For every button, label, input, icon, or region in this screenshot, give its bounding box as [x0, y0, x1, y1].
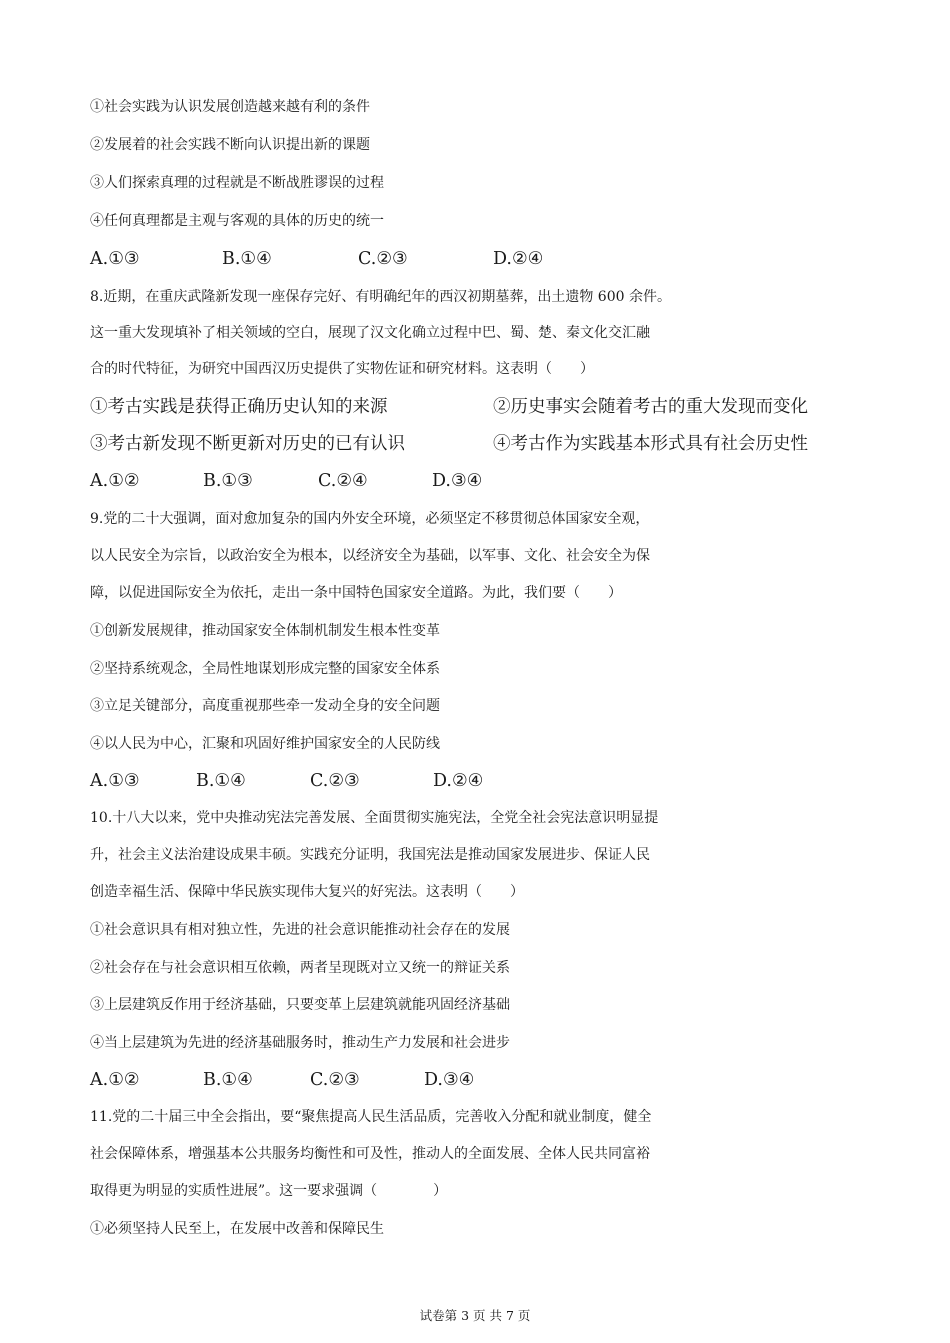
q9-item-2: ②坚持系统观念，全局性地谋划形成完整的国家安全体系	[90, 661, 440, 677]
q8-item-3: ③考古新发现不断更新对历史的已有认识	[90, 434, 405, 454]
q9-stem-line-2: 以人民安全为宗旨，以政治安全为根本，以经济安全为基础，以军事、文化、社会安全为保	[90, 548, 650, 564]
q10-stem-line-1: 10.十八大以来，党中央推动宪法完善发展、全面贯彻实施宪法，全党全社会宪法意识明显提	[90, 810, 659, 826]
q9-choice-a: A.①③	[90, 771, 140, 791]
q11-stem-line-3: 取得更为明显的实质性进展”。这一要求强调（ ）	[90, 1183, 448, 1199]
q9-stem-line-3: 障，以促进国际安全为依托，走出一条中国特色国家安全道路。为此，我们要（ ）	[90, 585, 622, 601]
q10-item-1: ①社会意识具有相对独立性，先进的社会意识能推动社会存在的发展	[90, 922, 510, 938]
q7-item-4: ④任何真理都是主观与客观的具体的历史的统一	[90, 213, 384, 229]
q11-stem-line-2: 社会保障体系，增强基本公共服务均衡性和可及性，推动人的全面发展、全体人民共同富裕	[90, 1146, 650, 1162]
q7-item-3: ③人们探索真理的过程就是不断战胜谬误的过程	[90, 175, 384, 191]
q8-stem-line-2: 这一重大发现填补了相关领域的空白，展现了汉文化确立过程中巴、蜀、楚、秦文化交汇融	[90, 325, 650, 341]
q10-choice-a: A.①②	[90, 1070, 140, 1090]
q7-choice-c: C.②③	[358, 249, 408, 269]
q7-choice-d: D.②④	[493, 249, 544, 269]
q10-choice-d: D.③④	[424, 1070, 475, 1090]
q9-choice-c: C.②③	[310, 771, 360, 791]
q10-item-2: ②社会存在与社会意识相互依赖，两者呈现既对立又统一的辩证关系	[90, 960, 510, 976]
q10-choice-c: C.②③	[310, 1070, 360, 1090]
q8-choice-a: A.①②	[90, 471, 140, 491]
q8-stem-line-1: 8.近期，在重庆武隆新发现一座保存完好、有明确纪年的西汉初期墓葬，出土遗物 600 余件。	[90, 289, 671, 305]
q9-item-3: ③立足关键部分，高度重视那些牵一发动全身的安全问题	[90, 698, 440, 714]
q10-item-3: ③上层建筑反作用于经济基础，只要变革上层建筑就能巩固经济基础	[90, 997, 510, 1013]
q11-stem-line-1: 11.党的二十届三中全会指出，要“聚焦提高人民生活品质，完善收入分配和就业制度，健全	[90, 1109, 652, 1125]
q7-choice-b: B.①④	[222, 249, 272, 269]
q10-choice-b: B.①④	[203, 1070, 253, 1090]
q8-stem-line-3: 合的时代特征，为研究中国西汉历史提供了实物佐证和研究材料。这表明（ ）	[90, 361, 594, 377]
page-footer: 试卷第 3 页 共 7 页	[419, 1308, 531, 1323]
q10-stem-line-2: 升，社会主义法治建设成果丰硕。实践充分证明，我国宪法是推动国家发展进步、保证人民	[90, 847, 650, 863]
q8-choice-d: D.③④	[432, 471, 483, 491]
q7-item-1: ①社会实践为认识发展创造越来越有利的条件	[90, 99, 370, 115]
q9-stem-line-1: 9.党的二十大强调，面对愈加复杂的国内外安全环境，必须坚定不移贯彻总体国家安全观，	[90, 511, 650, 527]
q9-item-4: ④以人民为中心，汇聚和巩固好维护国家安全的人民防线	[90, 736, 440, 752]
q9-item-1: ①创新发展规律，推动国家安全体制机制发生根本性变革	[90, 623, 440, 639]
q7-item-2: ②发展着的社会实践不断向认识提出新的课题	[90, 137, 370, 153]
q10-stem-line-3: 创造幸福生活、保障中华民族实现伟大复兴的好宪法。这表明（ ）	[90, 884, 524, 900]
q8-choice-b: B.①③	[203, 471, 253, 491]
q11-item-1: ①必须坚持人民至上，在发展中改善和保障民生	[90, 1221, 384, 1237]
q8-item-2: ②历史事实会随着考古的重大发现而变化	[493, 397, 808, 417]
q8-item-1: ①考古实践是获得正确历史认知的来源	[90, 397, 388, 417]
q10-item-4: ④当上层建筑为先进的经济基础服务时，推动生产力发展和社会进步	[90, 1035, 510, 1051]
q7-choice-a: A.①③	[90, 249, 140, 269]
q9-choice-d: D.②④	[433, 771, 484, 791]
q9-choice-b: B.①④	[196, 771, 246, 791]
q8-choice-c: C.②④	[318, 471, 368, 491]
q8-item-4: ④考古作为实践基本形式具有社会历史性	[493, 434, 808, 454]
